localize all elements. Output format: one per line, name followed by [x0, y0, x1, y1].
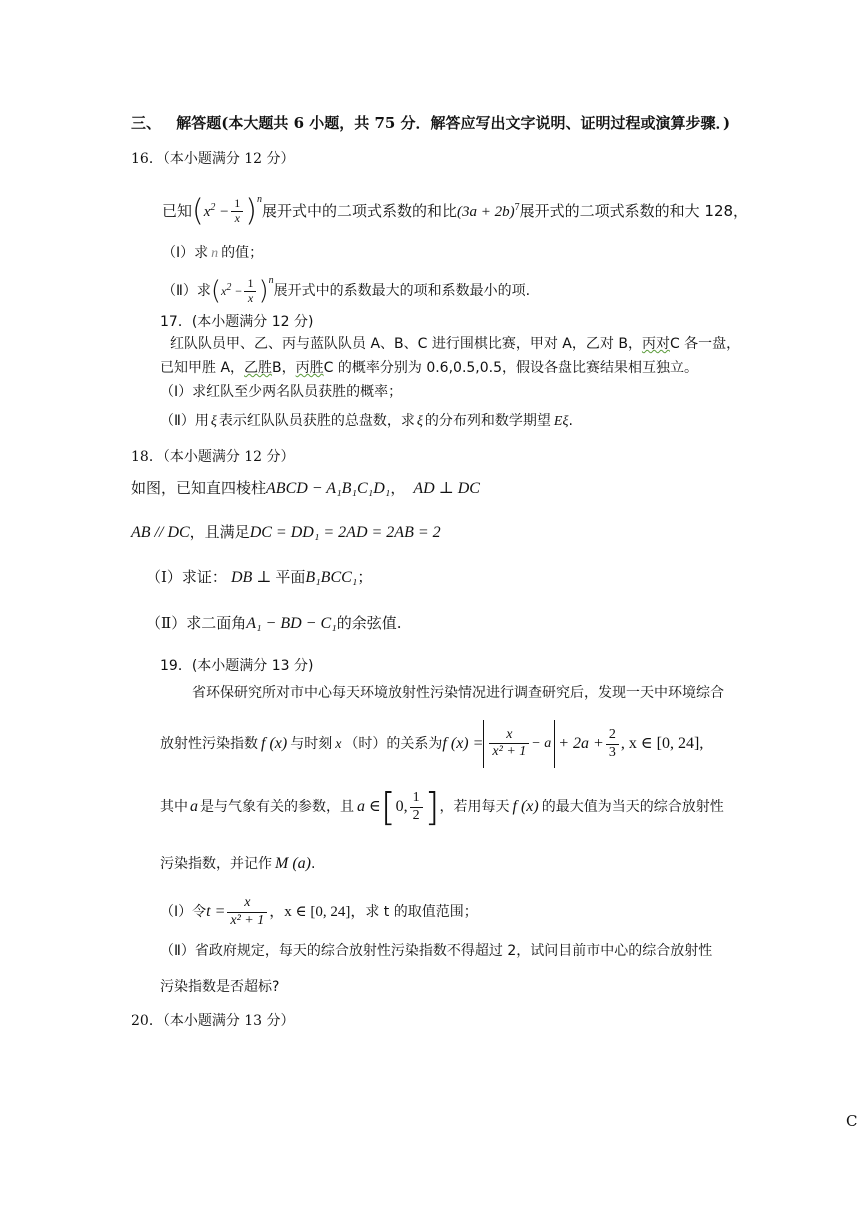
q19-para3	[160, 783, 724, 831]
q19-t-eq: t =	[206, 903, 226, 920]
q17-exi: Eξ	[553, 414, 569, 429]
q19-domain: , x ∈ [0, 24],	[620, 735, 704, 752]
q16-frac: $\frac{1}{x}$	[231, 197, 243, 226]
q19-two: 2	[606, 727, 619, 744]
q16-frac-2: $\frac{1}{x}$	[244, 277, 256, 306]
q19-part1-den: x² + 1	[230, 912, 265, 928]
q17-part2-end: .	[568, 413, 573, 429]
q19-para3-d: 的最大值为当天的综合放射性	[541, 799, 724, 815]
q18-header: 18．（本小题满分 12 分）	[131, 449, 295, 465]
paren-left: (	[192, 193, 204, 229]
q16-x2: $x^2$ −	[203, 202, 230, 220]
q17-line2-a: 已知甲胜 A，	[160, 360, 245, 376]
q17-line1-b: 丙对	[641, 336, 670, 352]
q17-xi-2: ξ	[416, 414, 423, 429]
q16-exp7: 7	[514, 202, 520, 213]
q19-para4-b: .	[310, 856, 316, 872]
q16-expr: (3a + 2b)	[457, 204, 515, 220]
q17-line2	[160, 357, 698, 377]
q19-header: 19．(本小题满分 13 分)	[160, 658, 314, 674]
q17-part2	[160, 410, 573, 430]
q16-part2-label: （Ⅱ）求	[162, 283, 211, 299]
q18-perp1: AD ⊥ DC	[413, 480, 480, 497]
q17-part2-c: 的分布列和数学期望	[424, 413, 551, 429]
q19-para3-a: 其中	[160, 799, 188, 815]
bracket-left: [	[380, 785, 396, 829]
q19-ma: M (a)	[275, 855, 311, 872]
q16-header: 16．（本小题满分 12 分）	[131, 151, 295, 167]
q18-sep: ，	[390, 479, 406, 497]
q18-line2	[131, 521, 441, 542]
section-number: 三、	[131, 114, 162, 132]
q19-part1	[160, 890, 478, 934]
q17-xi: ξ	[210, 414, 217, 429]
q16-intro-c: 展开式的二项式系数的和大 128，	[519, 202, 749, 220]
q16-part2-text: 展开式中的系数最大的项和系数最小的项.	[273, 283, 531, 299]
q19-frac-den: x² + 1	[492, 744, 527, 760]
q18-part1-d: B₁BCC₁	[305, 569, 358, 586]
q19-para2-b: 与时刻	[290, 736, 333, 752]
q19-para3-b: 是与气象有关的参数，且	[200, 799, 354, 815]
q16-part1-label: （Ⅰ）求	[162, 245, 209, 261]
q19-x: x	[335, 737, 342, 752]
q16-part1	[162, 242, 263, 262]
q19-fx: f (x)	[261, 735, 288, 752]
q19-part1-x: x	[227, 895, 267, 912]
q16-intro-a: 已知	[162, 202, 193, 220]
bracket-right: ]	[424, 785, 440, 829]
section-title: 解答题(本大题共 6 小题，共 75 分．解答应写出文字说明、证明过程或演算步骤．)	[176, 114, 731, 132]
q18-part2-b: A₁ − BD − C₁	[246, 615, 337, 632]
q19-minus-a: − a	[531, 736, 552, 751]
q19-para2-c: （时）的关系为	[344, 736, 443, 752]
q17-line2-b: 乙胜	[244, 360, 273, 376]
q19-part2-b: 污染指数是否超标?	[160, 979, 280, 995]
q19-para4-a: 污染指数，并记作	[160, 856, 272, 872]
paren-right-2: )	[258, 276, 269, 306]
q18-line1-a: 如图，已知直四棱柱	[131, 479, 267, 497]
q19-a-in: a ∈	[357, 798, 381, 815]
q16-part2	[162, 265, 530, 307]
q18-part1-e: ；	[357, 568, 373, 586]
q18-prism: ABCD − A₁B₁C₁D₁	[266, 480, 391, 497]
q17-line2-d: 丙胜	[295, 360, 324, 376]
q17-line1-c: C 各一盘，	[669, 336, 741, 352]
q19-para1: 省环保研究所对市中心每天环境放射性污染情况进行调查研究后，发现一天中环境综合	[192, 685, 724, 701]
q19-fx-eq: f (x) =	[442, 735, 484, 752]
q17-line2-c: B，	[272, 360, 296, 376]
edge-char: C	[846, 1112, 858, 1130]
q18-line1	[131, 477, 480, 498]
q17-part1: （Ⅰ）求红队至少两名队员获胜的概率；	[160, 384, 403, 400]
q19-part2-a: （Ⅱ）省政府规定，每天的综合放射性污染指数不得超过 2，试问目前市中心的综合放射性	[160, 943, 713, 959]
q17-part2-a: （Ⅱ）用	[160, 413, 209, 429]
q17-line1-a: 红队队员甲、乙、丙与蓝队队员 A、B、C 进行围棋比赛，甲对 A，乙对 B，	[170, 336, 642, 352]
q18-part2	[146, 612, 401, 633]
q19-para3-c: ，若用每天	[439, 799, 510, 815]
q19-part1-b: 求 t 的取值范围；	[365, 904, 478, 920]
q17-header: 17．(本小题满分 12 分)	[160, 314, 314, 330]
q16-exp-n-2: n	[268, 275, 274, 286]
q18-part1-a: （Ⅰ）求证：	[146, 568, 227, 586]
q18-part2-c: 的余弦值.	[336, 614, 402, 632]
q19-plus-2a: + 2a +	[558, 735, 604, 752]
paren-right: )	[245, 193, 257, 229]
q16-exp-n: n	[257, 194, 262, 205]
paren-left-2: (	[210, 276, 222, 306]
q17-line1	[170, 333, 740, 353]
q19-para2	[160, 720, 703, 769]
q16-x2-b: $x^2$ −	[221, 282, 243, 298]
q18-line2-b: ，且满足	[189, 523, 250, 541]
q19-frac-num: x	[489, 727, 529, 744]
q18-line2-c: DC = DD₁ = 2AD = 2AB = 2	[249, 524, 441, 541]
q19-para2-a: 放射性污染指数	[160, 736, 258, 752]
section-header	[131, 112, 730, 133]
q16-intro	[162, 183, 748, 229]
q19-three: 3	[608, 744, 616, 760]
q19-part1-a: （Ⅰ）令	[160, 904, 207, 920]
q16-intro-b: 展开式中的二项式系数的和比	[262, 202, 458, 220]
q17-part2-b: 表示红队队员获胜的总盘数，求	[218, 413, 415, 429]
q19-para4	[160, 853, 315, 873]
q18-part1-c: 平面	[275, 568, 306, 586]
q19-fx-2: f (x)	[512, 798, 539, 815]
q18-part2-a: （Ⅱ）求二面角	[146, 614, 247, 632]
q19-a: a	[190, 798, 198, 815]
q19-one: 1	[410, 790, 423, 807]
q16-var-n: n	[211, 246, 219, 261]
q17-line2-e: C 的概率分别为 0.6,0.5,0.5，假设各盘比赛结果相互独立。	[323, 360, 699, 376]
q19-two-b: 2	[412, 807, 420, 823]
q19-abs-bars	[483, 720, 555, 768]
q18-line2-a: AB // DC	[131, 524, 190, 541]
q18-part1-b: DB ⊥	[230, 569, 272, 586]
q20-header: 20．（本小题满分 13 分）	[131, 1013, 295, 1029]
q19-part1-dom: ，x ∈ [0, 24]，	[269, 904, 366, 920]
q19-zero: 0,	[395, 798, 408, 815]
q18-part1	[146, 566, 372, 587]
q16-part1-text: 的值；	[221, 245, 264, 261]
